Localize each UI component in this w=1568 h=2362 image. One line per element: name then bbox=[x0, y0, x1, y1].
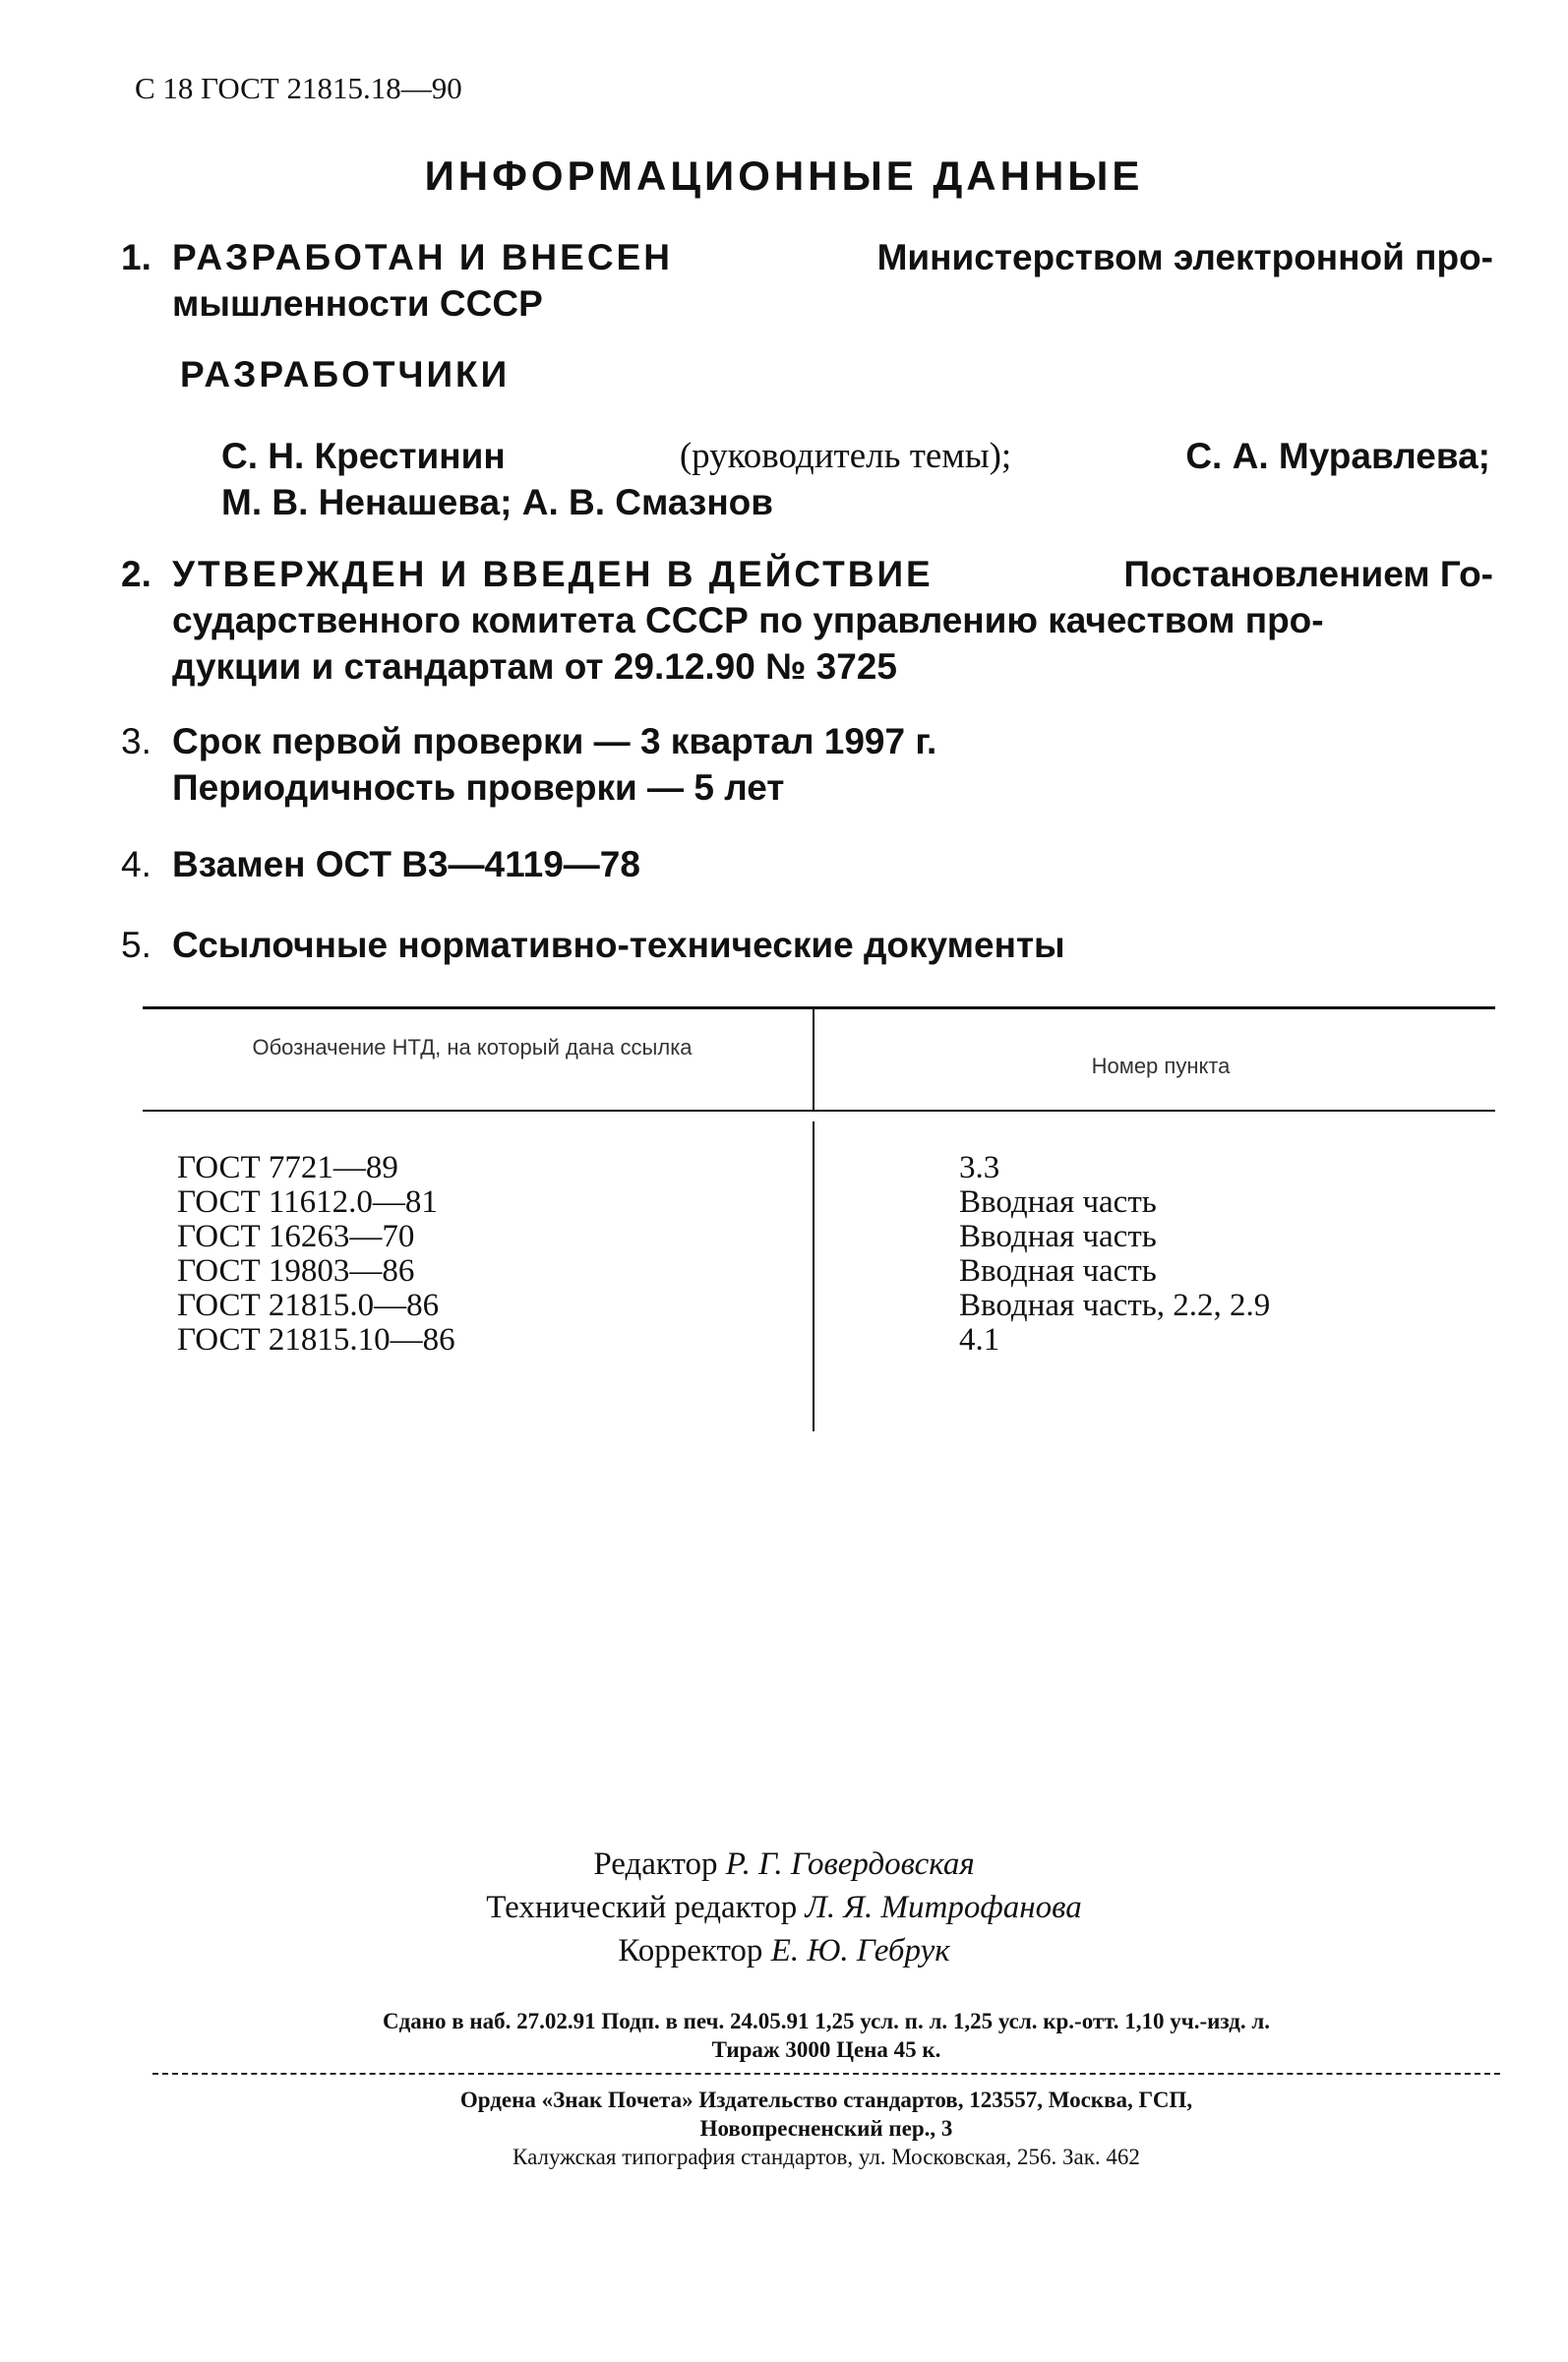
table-col-designation bbox=[177, 1151, 455, 1358]
table-cell: ГОСТ 11612.0—81 bbox=[177, 1184, 438, 1220]
table-cell: Вводная часть bbox=[959, 1219, 1157, 1254]
table-header-clause: Номер пункта bbox=[1091, 1054, 1231, 1078]
section-text: Ссылочные нормативно-технические документы bbox=[172, 925, 1065, 965]
table-body-divider bbox=[813, 1121, 814, 1431]
table-cell: Вводная часть, 2.2, 2.9 bbox=[959, 1288, 1271, 1323]
print-details-line1: Сдано в наб. 27.02.91 Подп. в печ. 24.05.91 1,25 усл. п. л. 1,25 усл. кр.-отт. 1,10 уч.-изд. л. bbox=[382, 2009, 1271, 2033]
table-cell: ГОСТ 19803—86 bbox=[177, 1253, 415, 1289]
section-line: Срок первой проверки — 3 квартал 1997 г. bbox=[172, 721, 937, 761]
section-number: 4. bbox=[121, 844, 151, 884]
section-text-cont: дукции и стандартам от 29.12.90 № 3725 bbox=[172, 646, 897, 687]
developer-name: С. А. Муравлева; bbox=[1185, 436, 1490, 476]
section-text-cont: мышленности СССР bbox=[172, 283, 543, 324]
document-title: ИНФОРМАЦИОННЫЕ ДАННЫЕ bbox=[424, 152, 1144, 199]
table-header-divider bbox=[813, 1009, 814, 1110]
section-text-cont: сударственного комитета СССР по управлению качеством про- bbox=[172, 600, 1324, 640]
section-text: Министерством электронной про- bbox=[876, 237, 1493, 277]
page-header: С 18 ГОСТ 21815.18—90 bbox=[135, 71, 462, 105]
table-cell: ГОСТ 16263—70 bbox=[177, 1219, 415, 1254]
section-lead: УТВЕРЖДЕН И ВВЕДЕН В ДЕЙСТВИЕ bbox=[172, 554, 934, 594]
publisher-line2: Новопресненский пер., 3 bbox=[699, 2116, 953, 2141]
table-cell: ГОСТ 7721—89 bbox=[177, 1150, 398, 1185]
tech-editor-line bbox=[0, 1886, 1568, 1929]
section-number: 2. bbox=[121, 554, 151, 594]
table-header-designation: Обозначение НТД, на который дана ссылка bbox=[252, 1035, 693, 1060]
table-cell: 3.3 bbox=[959, 1150, 1000, 1185]
section-number: 3. bbox=[121, 721, 151, 761]
corrector-name: Е. Ю. Гебрук bbox=[770, 1933, 950, 1968]
table-cell: Вводная часть bbox=[959, 1184, 1157, 1220]
editorial-credits bbox=[0, 1843, 1568, 1972]
table-header-rule bbox=[143, 1110, 1495, 1112]
table-cell: ГОСТ 21815.10—86 bbox=[177, 1322, 455, 1358]
table-col-clause bbox=[959, 1151, 1270, 1358]
printer-line: Калужская типография стандартов, ул. Московская, 256. Зак. 462 bbox=[513, 2145, 1140, 2169]
developers-line2: М. В. Ненашева; А. В. Смазнов bbox=[221, 482, 774, 522]
section-5 bbox=[121, 922, 1493, 968]
developers-list bbox=[221, 433, 1495, 525]
publisher-line1: Ордена «Знак Почета» Издательство стандартов, 123557, Москва, ГСП, bbox=[459, 2088, 1193, 2112]
table-top-rule bbox=[143, 1006, 1495, 1009]
imprint-divider bbox=[152, 2073, 1500, 2075]
section-lead: РАЗРАБОТАН И ВНЕСЕН bbox=[172, 237, 673, 277]
table-cell: ГОСТ 21815.0—86 bbox=[177, 1288, 440, 1323]
corrector-label: Корректор bbox=[618, 1933, 763, 1968]
print-details-line2: Тираж 3000 Цена 45 к. bbox=[711, 2037, 941, 2062]
editor-line bbox=[0, 1843, 1568, 1886]
section-2 bbox=[121, 551, 1493, 690]
developer-lead: С. Н. Крестинин bbox=[221, 436, 506, 476]
editor-label: Редактор bbox=[593, 1847, 718, 1882]
editor-name: Р. Г. Говердовская bbox=[725, 1847, 975, 1882]
section-line: Периодичность проверки — 5 лет bbox=[172, 767, 785, 808]
developers-heading: РАЗРАБОТЧИКИ bbox=[180, 354, 511, 394]
section-text: Постановлением Го- bbox=[1123, 554, 1493, 594]
print-details bbox=[148, 2007, 1505, 2064]
developer-role: (руководитель темы); bbox=[679, 436, 1012, 476]
section-number: 5. bbox=[121, 925, 151, 965]
section-3 bbox=[121, 718, 1493, 811]
section-text: Взамен ОСТ В3—4119—78 bbox=[172, 844, 640, 884]
section-1 bbox=[121, 234, 1493, 327]
tech-editor-name: Л. Я. Митрофанова bbox=[805, 1890, 1082, 1925]
table-cell: Вводная часть bbox=[959, 1253, 1157, 1289]
publisher-info bbox=[148, 2086, 1505, 2171]
section-4 bbox=[121, 841, 1493, 887]
table-cell: 4.1 bbox=[959, 1322, 1000, 1358]
section-number: 1. bbox=[121, 237, 151, 277]
tech-editor-label: Технический редактор bbox=[486, 1890, 798, 1925]
corrector-line bbox=[0, 1929, 1568, 1972]
